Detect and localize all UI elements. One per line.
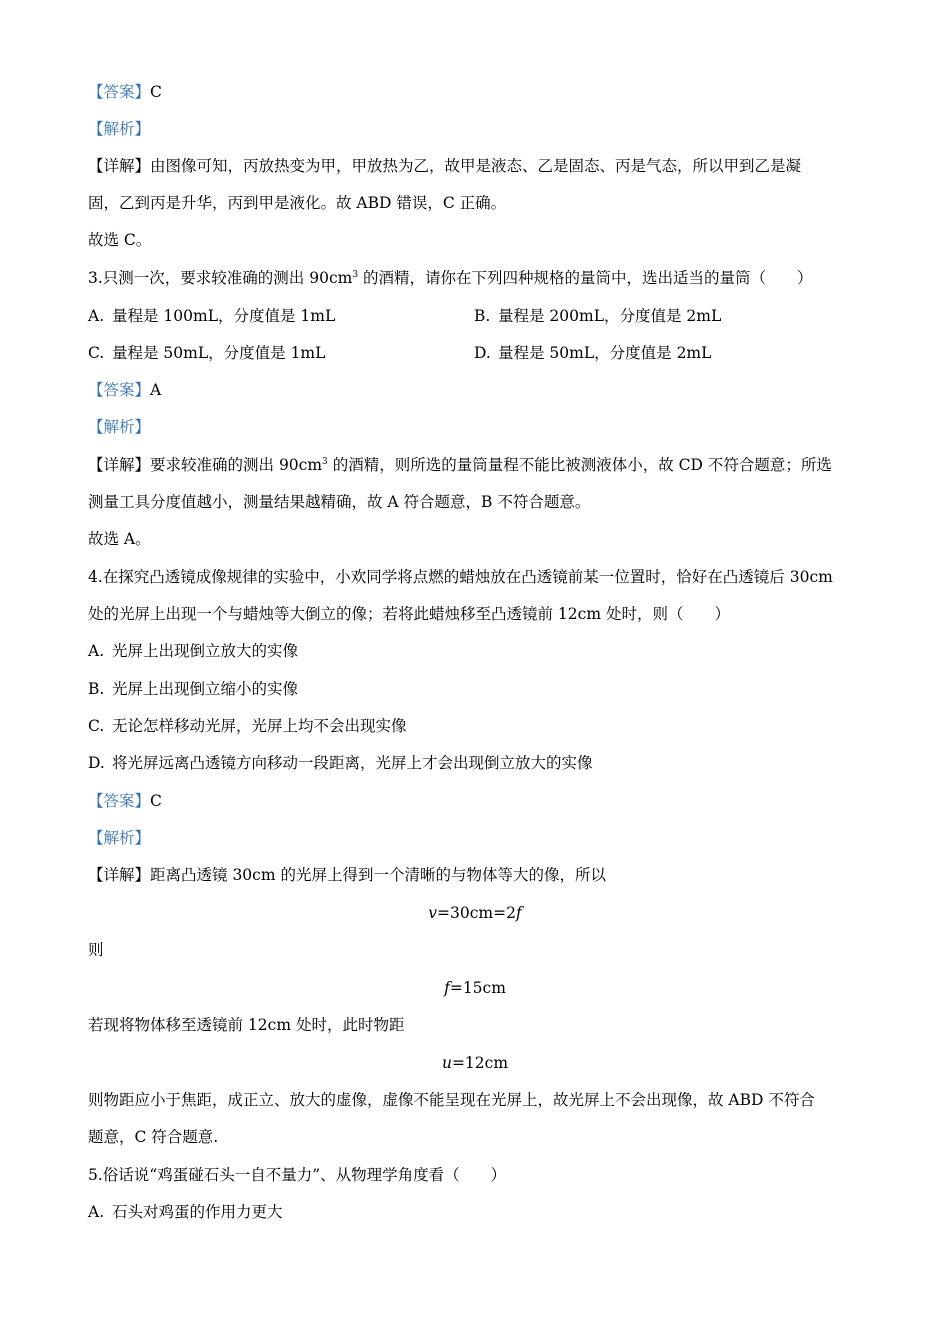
- q4-stem-line-1: [88, 567, 833, 587]
- q4-option-b: [88, 679, 298, 699]
- q3-analysis-line: [88, 417, 150, 437]
- q4-then-text: 则: [88, 941, 104, 959]
- q2-conclusion: [88, 230, 151, 250]
- q3-detail-text-2: 测量工具分度值越小，测量结果越精确，故 A 符合题意，B 不符合题意。: [88, 493, 591, 511]
- q4-stem-text-1: 4.在探究凸透镜成像规律的实验中，小欢同学将点燃的蜡烛放在凸透镜前某一位置时，恰好在凸透镜后 30cm: [88, 568, 833, 586]
- option-text: 将光屏远离凸透镜方向移动一段距离，光屏上才会出现倒立放大的实像: [112, 754, 593, 772]
- q2-answer-line: [88, 82, 162, 102]
- q4-conclusion-text-1: 则物距应小于焦距，成正立、放大的虚像，虚像不能呈现在光屏上，故光屏上不会出现像，故 ABD 不符合: [88, 1091, 815, 1109]
- option-text: 光屏上出现倒立放大的实像: [112, 642, 299, 660]
- eq1-mid: =30cm=2: [437, 904, 516, 922]
- q4-move-text: 若现将物体移至透镜前 12cm 处时，此时物距: [88, 1016, 405, 1034]
- eq1-var: v: [428, 904, 438, 922]
- option-letter: D.: [88, 754, 105, 772]
- q4-equation-3: [0, 1053, 950, 1073]
- q4-option-d: [88, 753, 593, 773]
- answer-label: 【答案】: [88, 792, 151, 810]
- option-letter: C.: [88, 344, 105, 362]
- detail-label: 【详解】: [88, 456, 151, 474]
- q4-analysis-line: [88, 828, 150, 848]
- q3-conclusion-text: 故选 A。: [88, 530, 151, 548]
- q3-detail-line-1: [88, 455, 832, 475]
- q4-stem-line-2: [88, 604, 730, 624]
- q2-conclusion-text: 故选 C。: [88, 231, 152, 249]
- q5-stem-text: 5.俗话说“鸡蛋碰石头一自不量力”、从物理学角度看（ ）: [88, 1166, 507, 1184]
- q5-stem: [88, 1165, 506, 1185]
- q3-detail-post: 的酒精，则所选的量筒量程不能比被测液体小，故 CD 不符合题意；所选: [327, 456, 832, 474]
- option-text: 石头对鸡蛋的作用力更大: [112, 1203, 283, 1221]
- option-letter: C.: [88, 717, 105, 735]
- answer-label: 【答案】: [88, 381, 151, 399]
- q4-then-line: [88, 940, 104, 960]
- q3-option-a: [88, 306, 335, 326]
- q2-answer-value: C: [150, 83, 162, 101]
- q3-answer-line: [88, 380, 161, 400]
- eq3-rest: =12cm: [451, 1054, 509, 1072]
- option-text: 量程是 100mL，分度值是 1mL: [112, 307, 336, 325]
- q3-stem: [88, 268, 813, 288]
- eq2-rest: =15cm: [449, 979, 506, 997]
- q3-stem-sup: 3: [352, 269, 359, 280]
- option-text: 光屏上出现倒立缩小的实像: [112, 680, 299, 698]
- q3-stem-post: 的酒精，请你在下列四种规格的量筒中，选出适当的量筒（ ）: [358, 269, 813, 287]
- q4-equation-2: [0, 978, 950, 998]
- option-letter: A.: [88, 307, 105, 325]
- option-text: 量程是 50mL，分度值是 2mL: [498, 344, 712, 362]
- option-letter: B.: [474, 307, 491, 325]
- q3-stem-pre: 3.只测一次，要求较准确的测出 90cm: [88, 269, 353, 287]
- q3-answer-value: A: [150, 381, 162, 399]
- eq1-end: f: [515, 904, 522, 922]
- analysis-label: 【解析】: [88, 418, 151, 436]
- q3-option-c: [88, 343, 325, 363]
- eq2-var: f: [444, 979, 450, 997]
- q4-detail-line-1: [88, 865, 606, 885]
- q4-answer-value: C: [150, 792, 162, 810]
- eq3-var: u: [441, 1054, 452, 1072]
- q4-detail-text-1: 距离凸透镜 30cm 的光屏上得到一个清晰的与物体等大的像，所以: [150, 866, 606, 884]
- q4-conclusion-line-1: [88, 1090, 815, 1110]
- q3-detail-sup: 3: [322, 456, 328, 467]
- option-text: 无论怎样移动光屏，光屏上均不会出现实像: [112, 717, 407, 735]
- q2-detail-text-2: 固，乙到丙是升华，丙到甲是液化。故 ABD 错误，C 正确。: [88, 194, 507, 212]
- q4-option-c: [88, 716, 407, 736]
- q4-option-a: [88, 641, 298, 661]
- detail-label: 【详解】: [88, 866, 151, 884]
- detail-label: 【详解】: [88, 157, 151, 175]
- q3-conclusion: [88, 529, 151, 549]
- q3-detail-line-2: [88, 492, 590, 512]
- q2-detail-line-2: [88, 193, 506, 213]
- option-text: 量程是 200mL，分度值是 2mL: [498, 307, 722, 325]
- q4-move-line: [88, 1015, 404, 1035]
- q5-option-a: [88, 1202, 283, 1222]
- q2-detail-text-1: 由图像可知，丙放热变为甲，甲放热为乙，故甲是液态、乙是固态、丙是气态，所以甲到乙是凝: [150, 157, 802, 175]
- q3-option-d: [474, 343, 711, 363]
- option-letter: A.: [88, 1203, 105, 1221]
- analysis-label: 【解析】: [88, 829, 151, 847]
- option-letter: A.: [88, 642, 105, 660]
- q4-equation-1: [0, 903, 950, 923]
- option-letter: B.: [88, 680, 105, 698]
- q3-detail-pre: 要求较准确的测出 90cm: [150, 456, 323, 474]
- q3-option-b: [474, 306, 721, 326]
- option-text: 量程是 50mL，分度值是 1mL: [112, 344, 326, 362]
- q2-analysis-line: [88, 119, 150, 139]
- q4-conclusion-text-2: 题意，C 符合题意.: [88, 1128, 219, 1146]
- q4-answer-line: [88, 791, 162, 811]
- q4-stem-text-2: 处的光屏上出现一个与蜡烛等大倒立的像；若将此蜡烛移至凸透镜前 12cm 处时，则（ ）: [88, 605, 730, 623]
- answer-label: 【答案】: [88, 83, 151, 101]
- analysis-label: 【解析】: [88, 120, 151, 138]
- q4-conclusion-line-2: [88, 1127, 218, 1147]
- option-letter: D.: [474, 344, 491, 362]
- q2-detail-line-1: [88, 156, 801, 176]
